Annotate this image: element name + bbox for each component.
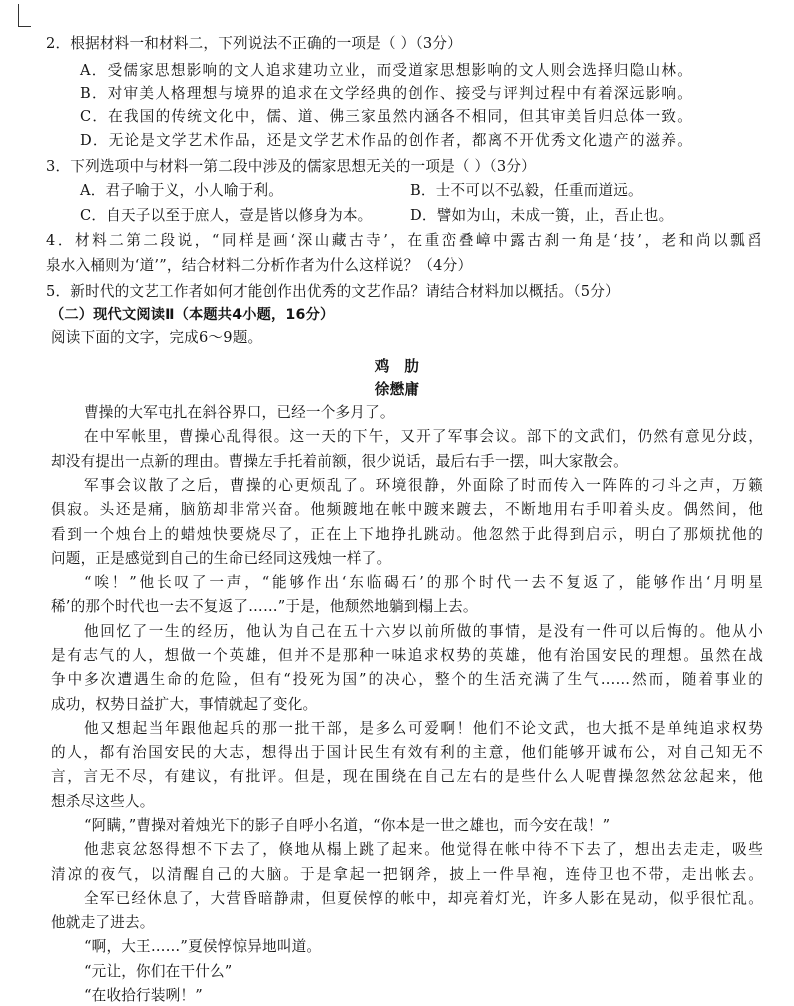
- story-line: 想杀尽这些人。: [51, 792, 155, 810]
- story-line: 清凉的夜气，以清醒自己的大脑。于是拿起一把钢斧，披上一件旱袍，连侍卫也不带，走出帐去。: [51, 865, 763, 883]
- question-2-option-a: A．受儒家思想影响的文人追求建功立业，而受道家思想影响的文人则会选择归隐山林。: [80, 62, 692, 79]
- question-3-option-a: A．君子喻于义，小人喻于利。: [80, 182, 284, 199]
- question-4-line-2: 泉水入桶则为‘道’”，结合材料二分析作者为什么这样说？（4分）: [46, 257, 473, 274]
- story-line: 言，言无不尽，有建议，有批评。但是，现在围绕在自己左右的是些什么人呢曹操忽然忿忿起来，他: [51, 768, 763, 786]
- story-line: 曹操的大军屯扎在斜谷界口，已经一个多月了。: [84, 404, 395, 421]
- question-3-stem: 3．下列选项中与材料一第二段中涉及的儒家思想无关的一项是（ ）（3分）: [46, 158, 536, 175]
- story-line: 争中多次遭遇生命的危险，但有“投死为国”的决心，整个的生活充满了生气……然而，随着事业的: [51, 671, 763, 689]
- question-2-stem: 2．根据材料一和材料二，下列说法不正确的一项是（ ）（3分）: [46, 35, 462, 52]
- question-5-stem: 5．新时代的文艺工作者如何才能创作出优秀的文艺作品？请结合材料加以概括。（5分）: [46, 283, 620, 300]
- story-line: “唉！”他长叹了一声，“能够作出‘东临碣石’的那个时代一去不复返了，能够作出‘月明星: [84, 574, 763, 591]
- section-instruction: 阅读下面的文字，完成6～9题。: [51, 329, 263, 346]
- corner-crop-mark: [18, 4, 31, 27]
- story-line: 的人，都有治国安民的大志，想得出于国计民生有效有利的主意，他们能够开诚布公，对自己知无不: [51, 744, 763, 762]
- story-line: 军事会议散了之后，曹操的心更烦乱了。环境很静，外面除了时而传入一阵阵的刁斗之声，万籁: [84, 476, 763, 494]
- story-author: 徐懋庸: [374, 381, 420, 398]
- story-line: 却没有提出一点新的理由。曹操左手托着前额，很少说话，最后右手一摆，叫大家散会。: [51, 452, 628, 470]
- story-line: 成功，权势日益扩大，事情就起了变化。: [51, 695, 318, 713]
- question-4-line-1: 4．材料二第二段说，“同样是画‘深山藏古寺’，在重峦叠嶂中露古刹一角是‘技’，老和尚以瓢舀: [46, 232, 762, 249]
- story-line: 是有志气的人，想做一个英雄，但并不是那种一味追求权势的英雄，他有治国安民的理想。虽然在战: [51, 646, 763, 664]
- question-3-option-d: D．譬如为山，未成一篑，止，吾止也。: [410, 207, 674, 224]
- story-title: 鸡 肋: [374, 358, 420, 375]
- story-line: 他悲哀忿怒得想不下去了，倏地从榻上跳了起来。他觉得在帐中待不下去了，想出去走走，吸些: [84, 841, 763, 859]
- story-line: 他回忆了一生的经历，他认为自己在五十六岁以前所做的事情，是没有一件可以后悔的。他从小: [84, 622, 763, 640]
- story-line: “元让，你们在干什么”: [84, 962, 233, 980]
- question-2-option-b: B．对审美人格理想与境界的追求在文学经典的创作、接受与评判过程中有着深远影响。: [80, 85, 692, 102]
- story-line: 俱寂。头还是痛，脑筋却非常兴奋。他频踱地在帐中踱来踱去，不断地用右手叩着头皮。偶然间，他: [51, 501, 763, 519]
- story-line: 在中军帐里，曹操心乱得很。这一天的下午，又开了军事会议。部下的文武们，仍然有意见分歧，: [84, 428, 763, 446]
- story-line: 他就走了进去。: [51, 914, 155, 932]
- story-line: 看到一个烛台上的蜡烛快要烧尽了，正在上下地挣扎跳动。他忽然于此得到启示，明白了那烦扰他的: [51, 525, 763, 543]
- story-line: “啊，大王……”夏侯惇惊异地叫道。: [84, 938, 322, 956]
- story-line: 全军已经休息了，大营昏暗静肃，但夏侯惇的帐中，却亮着灯光，许多人影在晃动，似乎很忙乱。: [84, 889, 763, 907]
- question-3-option-b: B．士不可以不弘毅，任重而道远。: [410, 182, 643, 199]
- question-3-option-c: C．自天子以至于庶人，壹是皆以修身为本。: [80, 207, 373, 224]
- question-2-option-c: C．在我国的传统文化中，儒、道、佛三家虽然内涵各不相同，但其审美旨归总体一致。: [80, 108, 692, 125]
- section-heading: （二）现代文阅读Ⅱ（本题共4小题，16分）: [50, 307, 335, 323]
- story-line: “在收拾行装咧！”: [84, 987, 203, 1004]
- story-line: 问题，正是感觉到自己的生命已经同这残烛一样了。: [51, 549, 392, 567]
- story-line: “阿瞒，”曹操对着烛光下的影子自呼小名道，“你本是一世之雄也，而今安在哉！”: [84, 817, 611, 834]
- story-line: 稀’的那个时代也一去不复返了……”于是，他颓然地躺到榻上去。: [51, 598, 478, 616]
- story-line: 他又想起当年跟他起兵的那一批干部，是多么可爱啊！他们不论文武，也大抵不是单纯追求权势: [84, 719, 763, 737]
- question-2-option-d: D．无论是文学艺术作品，还是文学艺术作品的创作者，都离不开优秀文化遗产的滋养。: [80, 132, 692, 149]
